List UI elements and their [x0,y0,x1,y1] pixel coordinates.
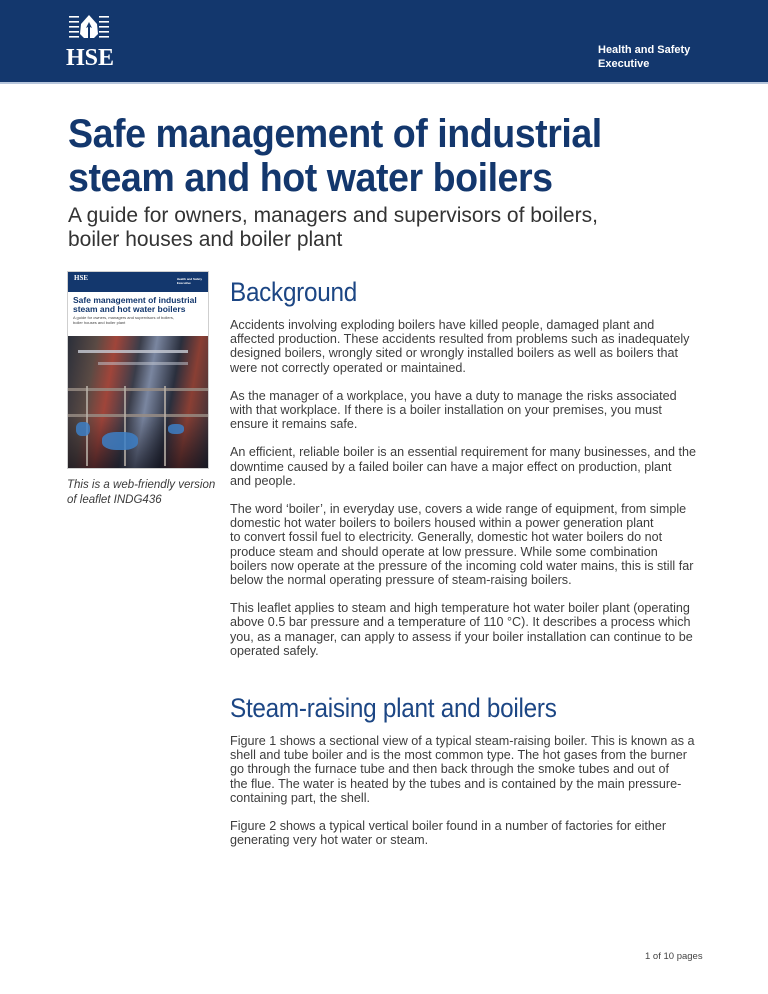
paragraph: Figure 1 shows a sectional view of a typical steam-raising boiler. This is known as a shell and tube boiler and is the most common type. The hot gases from the burner go through the furnace tube and then back through the smoke tubes and out of the flue. The water is heated by the tubes and is contained by the main pressure- containing part, the shell. [230,734,695,805]
cover-header [68,272,208,292]
document-subtitle [68,204,708,252]
main-content [230,276,710,847]
org-line-1: Health and Safety [598,44,691,56]
hse-logo-text: HSE [66,45,115,71]
paragraph: Figure 2 shows a typical vertical boiler found in a number of factories for either generating very hot water or steam. [230,819,667,848]
cover-org-name [177,277,202,285]
cover-subtitle-line-2: boiler houses and boiler plant [73,320,126,325]
cover-hse-logo: HSE [74,274,89,282]
cover-caption [67,478,217,508]
section-background [230,276,710,658]
boiler-house-photo [68,336,208,468]
title-line-1: Safe management of industrial [68,112,602,156]
caption-line-1: This is a web-friendly version [67,479,216,491]
paragraph: This leaflet applies to steam and high temperature hot water boiler plant (operating above 0.5 bar pressure and a temperature of 110 °C). It describes a process which you, as a manager, can apply to assess if your boiler installation can continue to be operated safely. [230,601,693,658]
cover-org-line-2: Executive [176,281,191,285]
subtitle-line-2: boiler houses and boiler plant [68,228,343,251]
organisation-name [598,43,690,71]
cover-subtitle [68,314,208,328]
document-title [68,112,688,200]
page-number: 1 of 10 pages [645,951,703,962]
paragraph: The word ‘boiler’, in everyday use, covers a wide range of equipment, from simple domestic hot water boilers to boilers housed within a power generation plant to convert fossil fuel to electricity. Generally, domestic hot water boilers do not produce steam and should operate at low pressure. While some combination boilers now operate at the pressure of the incoming cold water mains, this is still far below the normal operating pressure of steam-raising boilers. [230,502,694,588]
section-steam-raising-plant [230,692,710,847]
caption-line-2: of leaflet INDG436 [67,494,162,506]
hse-emblem-icon [69,14,109,44]
cover-title [68,292,208,314]
page-header [0,0,768,84]
paragraph: An efficient, reliable boiler is an essential requirement for many businesses, and the downtime caused by a failed boiler can have a major effect on production, plant and people. [230,445,696,488]
cover-title-line-2: steam and hot water boilers [73,304,186,314]
leaflet-cover-thumbnail [67,271,209,469]
paragraph: Accidents involving exploding boilers have killed people, damaged plant and affected production. These accidents resulted from problems such as inadequately designed boilers, wrongly sited or wrongly installed boilers as well as boilers that were not correctly operated or maintained. [230,318,690,375]
section-heading: Steam-raising plant and boilers [230,693,557,724]
section-heading: Background [230,277,357,307]
title-line-2: steam and hot water boilers [68,156,553,200]
org-line-2: Executive [598,58,650,70]
cover-org-line-1: Health and Safety [176,277,202,281]
subtitle-line-1: A guide for owners, managers and supervisors of boilers, [68,204,598,227]
cover-subtitle-line-1: A guide for owners, managers and supervisors of boilers, [73,315,174,320]
cover-title-line-1: Safe management of industrial [73,295,197,305]
paragraph: As the manager of a workplace, you have a duty to manage the risks associated with that workplace. If there is a boiler installation on your premises, you must ensure it remains safe. [230,388,677,432]
hse-logo [66,14,126,70]
